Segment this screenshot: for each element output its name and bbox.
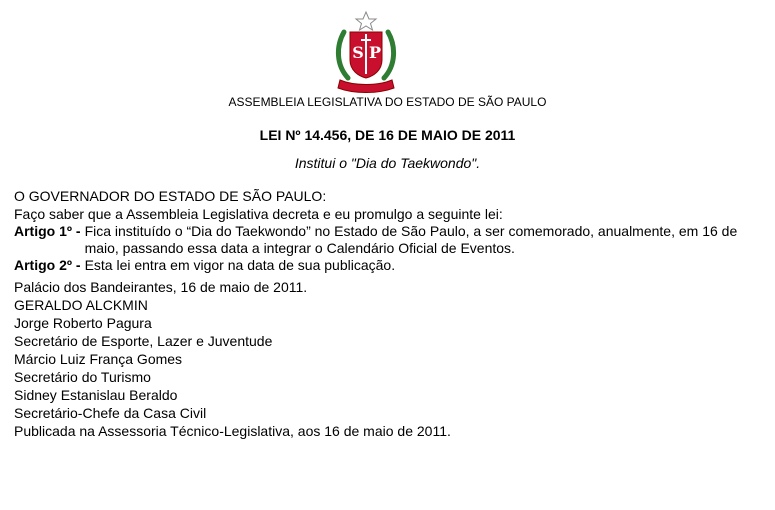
governor-name: GERALDO ALCKMIN xyxy=(14,297,148,313)
assembly-name: ASSEMBLEIA LEGISLATIVA DO ESTADO DE SÃO PAULO xyxy=(228,95,547,109)
signatory-title: Secretário de Esporte, Lazer e Juventude xyxy=(14,333,273,349)
law-body xyxy=(14,187,774,440)
article-1-text: Fica instituído o “Dia do Taekwondo” no Estado de São Paulo, a ser comemorado, anualmente, em 16 de maio, passando essa data a integrar o Calendário Oficial de Eventos. xyxy=(84,223,738,256)
state-seal-icon xyxy=(330,10,402,94)
seal-letter-s: S xyxy=(352,43,364,62)
signatory-title: Secretário do Turismo xyxy=(14,369,151,385)
seal-letter-p: P xyxy=(368,43,382,62)
article-1 xyxy=(14,223,774,257)
signatory-name: Sidney Estanislau Beraldo xyxy=(14,387,178,403)
article-1-label: Artigo 1º - xyxy=(14,223,81,239)
law-title: LEI Nº 14.456, DE 16 DE MAIO DE 2011 xyxy=(259,127,516,143)
signing-place-date: Palácio dos Bandeirantes, 16 de maio de 2011. xyxy=(14,279,308,295)
law-subtitle: Institui o "Dia do Taekwondo". xyxy=(294,155,481,171)
article-2 xyxy=(14,257,774,274)
signatory-title: Secretário-Chefe da Casa Civil xyxy=(14,405,207,421)
signatory-name: Márcio Luiz França Gomes xyxy=(14,351,183,367)
publication-note: Publicada na Assessoria Técnico-Legislativa, aos 16 de maio de 2011. xyxy=(14,423,451,439)
article-2-label: Artigo 2º - xyxy=(14,257,81,273)
signatory-name: Jorge Roberto Pagura xyxy=(14,315,152,331)
preamble-governor: O GOVERNADOR DO ESTADO DE SÃO PAULO: xyxy=(14,188,327,204)
preamble-decree: Faço saber que a Assembleia Legislativa decreta e eu promulgo a seguinte lei: xyxy=(14,206,503,222)
article-2-text: Esta lei entra em vigor na data de sua publicação. xyxy=(84,257,396,273)
